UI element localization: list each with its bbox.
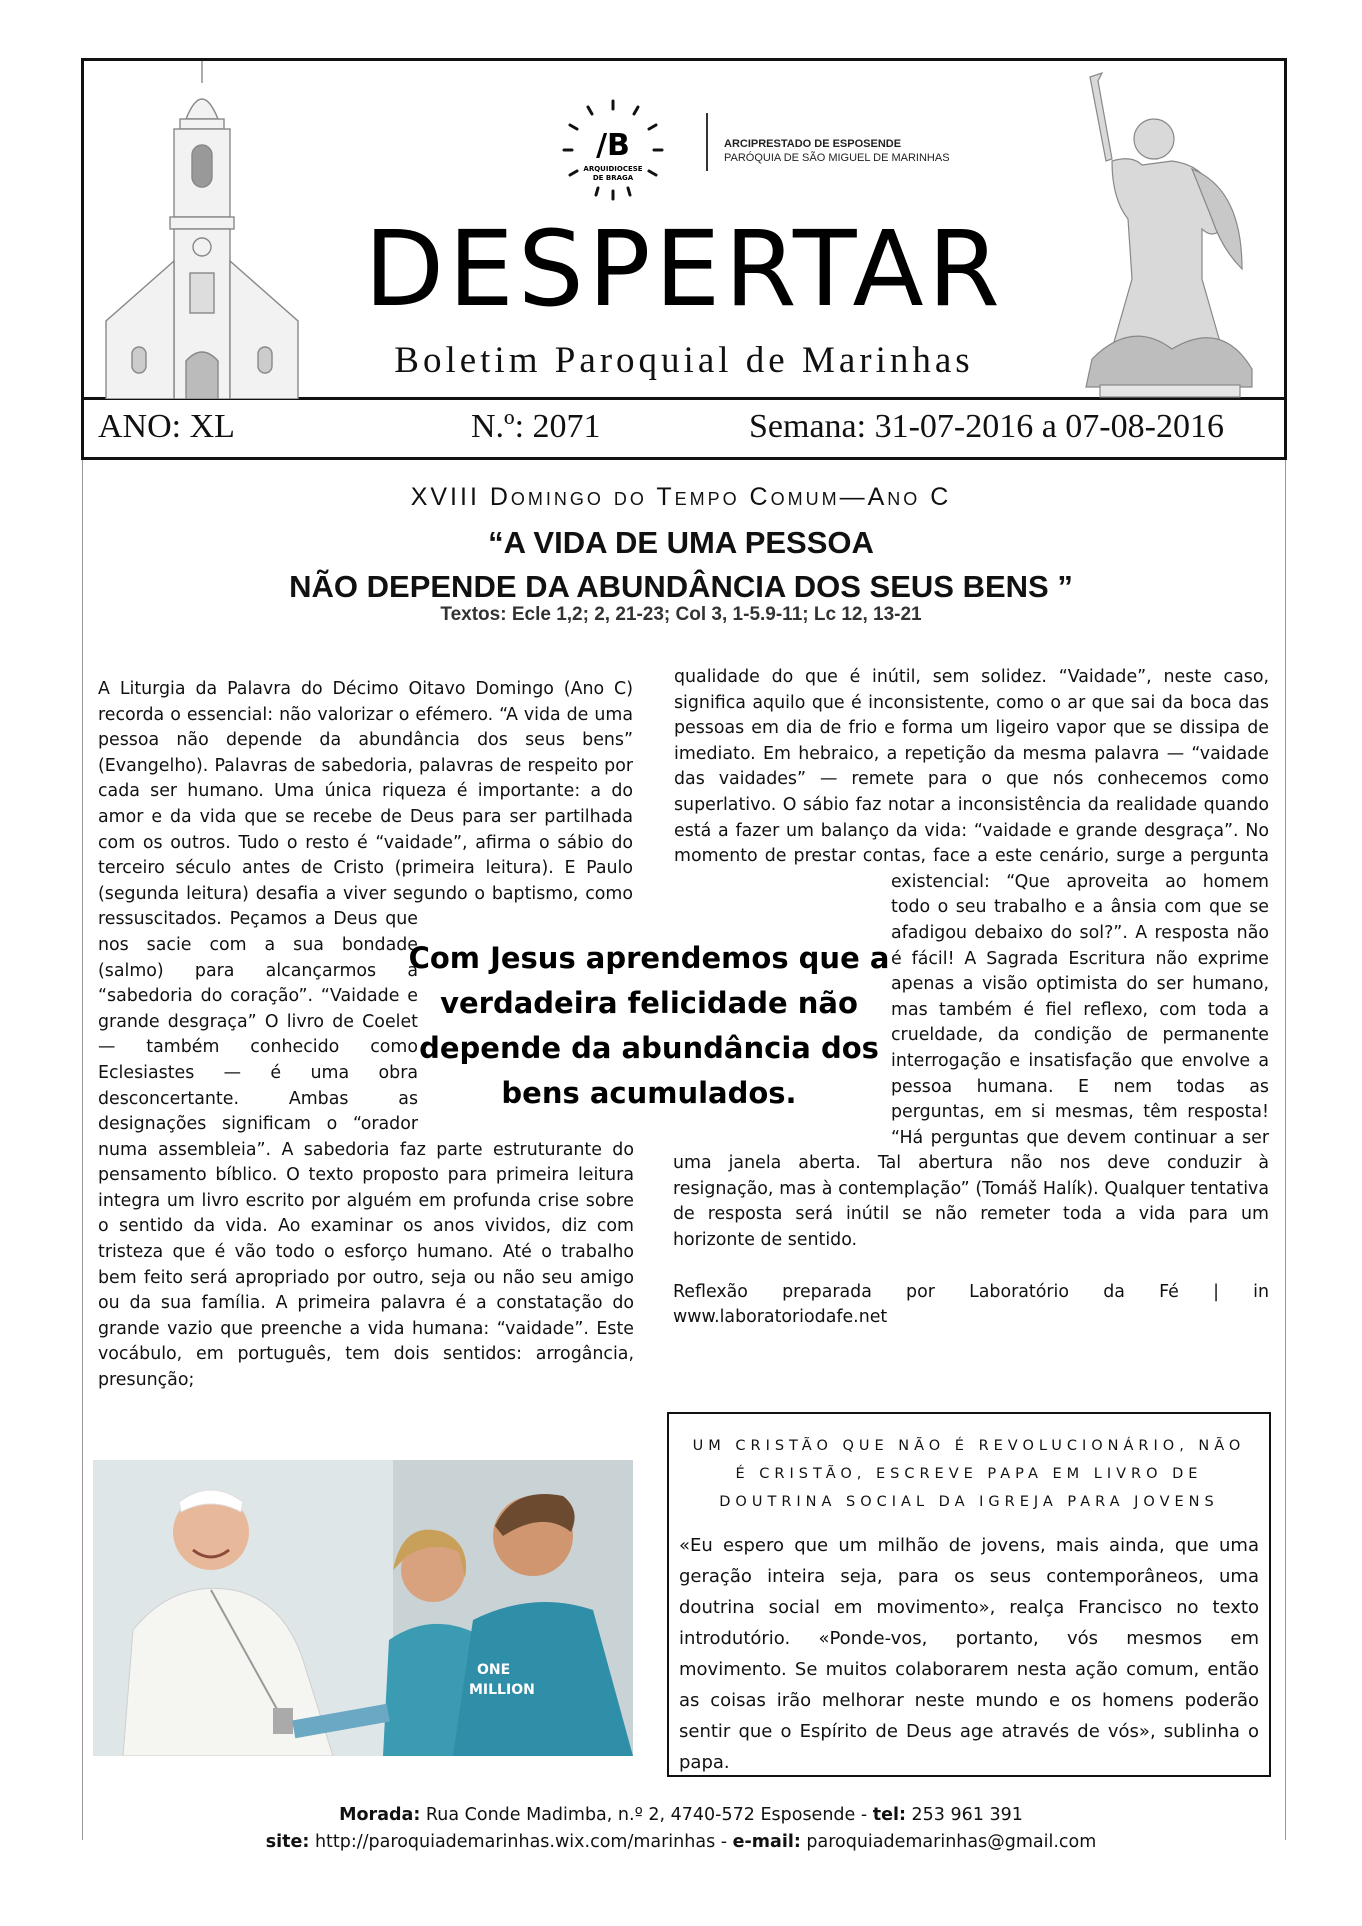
bulletin-subtitle: Boletim Paroquial de Marinhas — [394, 340, 974, 381]
bulletin-title: DESPERTAR — [364, 208, 1004, 330]
logo-parish: PARÓQUIA DE SÃO MIGUEL DE MARINHAS — [724, 152, 950, 164]
credit-line-2: www.laboratoriodafe.net — [673, 1307, 888, 1328]
issue-number: N.º: 2071 — [471, 408, 601, 445]
pull-quote: Com Jesus aprendemos que a verdadeira felicidade não depende da abundância dos bens acumulados. — [408, 941, 890, 1110]
news-box-title: UM CRISTÃO QUE NÃO É REVOLUCIONÁRIO, NÃO É CRISTÃO, ESCREVE PAPA EM LIVRO DE DOUTRINA SOCIAL DA IGREJA PARA JOVENS — [692, 1438, 1246, 1510]
page-rule-right — [1285, 460, 1286, 1840]
masthead — [81, 58, 1287, 400]
address-value: Rua Conde Madimba, n.º 2, 4740-572 Esposende - — [420, 1805, 873, 1825]
credit-line-1: Reflexão preparada por Laboratório da Fé | in — [673, 1281, 1269, 1302]
footer-address-line — [0, 1805, 1362, 1825]
logo-org-line2: DE BRAGA — [592, 174, 634, 182]
footer-contact-line — [0, 1832, 1362, 1852]
logo-text — [724, 137, 950, 165]
issue-year: ANO: XL — [98, 408, 235, 445]
article-headline — [0, 521, 1362, 609]
liturgical-kicker: XVIII Domingo do Tempo Comum—Ano C — [410, 483, 952, 511]
archdiocese-logo — [554, 95, 984, 205]
phone-value: 253 961 391 — [905, 1805, 1023, 1825]
site-link[interactable]: http://paroquiademarinhas.wix.com/marinhas - — [309, 1832, 733, 1852]
saint-michael-statue-illustration — [1072, 69, 1262, 399]
address-label: Morada: — [339, 1805, 421, 1825]
issue-week: Semana: 31-07-2016 a 07-08-2016 — [749, 408, 1224, 445]
news-box — [667, 1412, 1271, 1777]
pope-with-youth-photo — [93, 1460, 633, 1756]
email-link[interactable]: paroquiademarinhas@gmail.com — [800, 1832, 1097, 1852]
logo-archpriesthood: ARCIPRESTADO DE ESPOSENDE — [724, 138, 902, 150]
shirt-text-one: ONE — [477, 1662, 511, 1678]
issue-info-bar — [81, 398, 1287, 460]
logo-divider — [706, 113, 708, 171]
logo-org-line1: ARQUIDIOCESE — [583, 165, 643, 173]
news-box-text: «Eu espero que um milhão de jovens, mais ainda, que uma geração inteira seja, para os seus contemporâneos, uma doutrina social em movimento», realça Francisco no texto introdutório. «Ponde-vos, portanto, vós mesmos em movimento. Se muitos colaborarem nesta ação comum, então as coisas irão melhorar neste mundo e os homens poderão sentir que o Espírito de Deus age através de vós», sublinha o papa. — [679, 1535, 1259, 1773]
page-rule-left — [82, 460, 83, 1840]
article-credit — [673, 1280, 1269, 1331]
svg-text:/B: /B — [596, 128, 630, 163]
site-label: site: — [265, 1832, 310, 1852]
article-column-1-text: A Liturgia da Palavra do Décimo Oitavo Domingo (Ano C) recorda o essencial: não valorizar o efémero. “A vida de uma pessoa não depende da abundância dos seus bens” (Evangelho). Palavras de sabedoria, palavras de respeito por cada ser humano. Uma única riqueza é importante: a do amor e da vida que se recebe de Deus para ser partilhada com os outros. Tudo o resto é “vaidade”, afirma o sábio do terceiro século antes de Cristo (primeira leitura). E Paulo (segunda leitura) desafia a viver segundo o baptismo, como ressuscitados. Peçamos a Deus que nos sacie com a sua bondade (salmo) para alcançarmos a “sabedoria do coração”. “Vaidade e grande desgraça” O livro de Coelet — também conhecido como Eclesiastes — é uma obra desconcertante. Ambas as designações significam o “orador numa assembleia”. A sabedoria faz parte estruturante do pensamento bíblico. O texto proposto para primeira leitura integra um livro escrito por alguém em profunda crise sobre o sentido da vida. Ao examinar os anos vividos, diz com tristeza que é vão todo o esforço humano. Até o trabalho bem feito será apropriado por outro, seja ou não seu amigo ou da sua família. A primeira palavra é a constatação do grande vazio que preenche a vida humana: “vaidade”. Este vocábulo, em português, tem dois sentidos: arrogância, presunção; — [98, 679, 634, 1391]
headline-line-2: NÃO DEPENDE DA ABUNDÂNCIA DOS SEUS BENS ” — [289, 569, 1073, 604]
email-label: e-mail: — [732, 1832, 801, 1852]
headline-line-1: “A VIDA DE UMA PESSOA — [488, 525, 874, 560]
article-column-2-text: qualidade do que é inútil, sem solidez. “Vaidade”, neste caso, significa aquilo que é inconsistente, como o ar que sai da boca das pessoas em dia de frio e forma um ligeiro vapor que se dissipa de imediato. Em hebraico, a repetição da mesma palavra — “vaidade das vaidades” — remete para o que nós conhecemos como superlativo. O sábio faz notar a inconsistência da realidade quando está a fazer um balanço da vida: “vaidade e grande desgraça”. No momento de prestar contas, face a este cenário, surge a pergunta existencial: “Que aproveita ao homem todo o seu trabalho e a ânsia com que se afadigou debaixo do sol?”. A resposta não é fácil! A Sagrada Escritura não exprime apenas a visão optimista do ser humano, mas também é fiel reflexo, com toda a crueldade, da condição de permanente interrogação e insatisfação que envolve a pessoa humana. E nem todas as perguntas, em si mesmas, têm resposta! “Há perguntas que devem continuar a ser uma janela aberta. Tal abertura não nos deve conduzir à resignação, mas à contemplação” (Tomáš Halík). Qualquer tentativa de resposta será inútil se não remeter toda a vida para um horizonte de sentido. — [673, 667, 1269, 1251]
phone-label: tel: — [872, 1805, 906, 1825]
shirt-text-million: MILLION — [469, 1682, 535, 1698]
readings-reference: Textos: Ecle 1,2; 2, 21-23; Col 3, 1-5.9-11; Lc 12, 13-21 — [440, 604, 922, 625]
sun-rays-icon — [554, 95, 672, 205]
